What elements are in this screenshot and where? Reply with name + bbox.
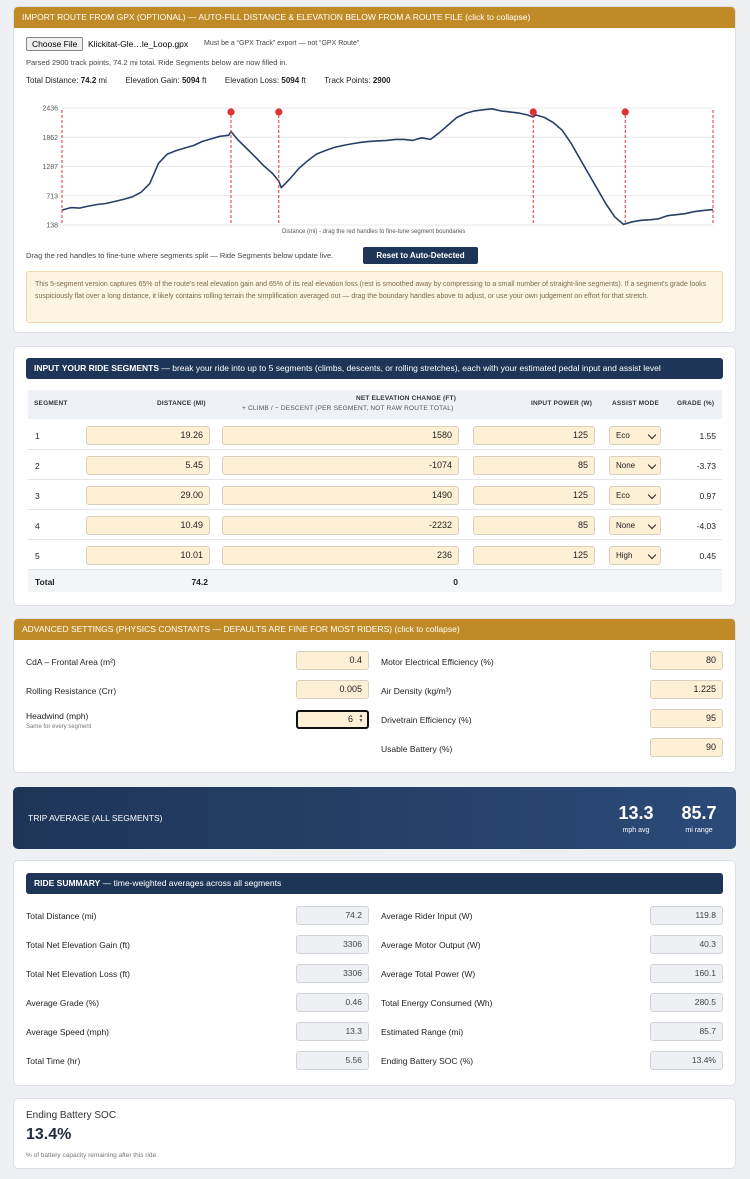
row-divider	[28, 449, 722, 450]
gpx-import-card	[13, 6, 736, 333]
ending-soc-value: 13.4%	[26, 1126, 72, 1143]
trip-speed-value: 13.3	[618, 803, 654, 823]
segment-distance-input[interactable]: 10.01	[86, 546, 210, 565]
segment-assist-select[interactable]	[609, 486, 661, 505]
elevation-loss-value: 5094	[281, 76, 300, 85]
summary-label: Total Distance (mi)	[26, 911, 97, 921]
row-divider	[28, 479, 722, 480]
segment-number: 5	[35, 551, 40, 561]
segment-distance-input[interactable]: 19.26	[86, 426, 210, 445]
assist-select-value: None	[616, 461, 636, 470]
elevation-profile-chart[interactable]	[14, 95, 736, 240]
y-tick-label: 713	[46, 193, 58, 201]
summary-value: 13.4%	[650, 1051, 723, 1070]
summary-value: 280.5	[650, 993, 723, 1012]
y-tick-label: 1862	[42, 134, 58, 142]
summary-label: Total Time (hr)	[26, 1056, 81, 1066]
ride-summary-card	[13, 860, 736, 1086]
chevron-down-icon	[648, 491, 656, 499]
summary-label: Average Grade (%)	[26, 998, 100, 1008]
segment-elevation-input[interactable]: 236	[222, 546, 459, 565]
y-tick-label: 2436	[42, 105, 58, 113]
col-distance: DISTANCE (MI)	[157, 400, 206, 407]
summary-value: 40.3	[650, 935, 723, 954]
segment-number: 4	[35, 521, 40, 531]
segment-grade: 0.45	[699, 551, 716, 561]
assist-select-value: Eco	[616, 491, 630, 500]
col-elevation-sub: + CLIMB / − DESCENT (PER SEGMENT, NOT RAW ROUTE TOTAL)	[242, 405, 454, 412]
gpx-info-notice: This 5-segment version captures 65% of the route's real elevation gain and 65% of its real elevation loss (rest is smoothed away by compressing to a small number of straight-line segments). If a segment's grade looks suspiciously flat over a long distance, it likely contains rolling terrain the simplification averaged out — drag the boundary handles above to adjust, or use your own judgement on effort for that stretch.	[26, 271, 723, 323]
summary-label: Average Speed (mph)	[26, 1027, 110, 1037]
trip-average-banner	[13, 787, 736, 849]
gpx-parse-status: Parsed 2900 track points, 74.2 mi total. Ride Segments below are now filled in.	[26, 58, 288, 67]
segment-power-input[interactable]: 125	[473, 546, 595, 565]
segment-power-input[interactable]: 85	[473, 456, 595, 475]
chart-x-axis-caption: Distance (mi) - drag the red handles to fine-tune segment boundaries	[282, 229, 466, 235]
segment-power-input[interactable]: 125	[473, 486, 595, 505]
ride-segments-card	[13, 346, 736, 606]
y-tick-label: 1287	[42, 164, 58, 171]
assist-select-value: None	[616, 521, 636, 530]
segment-number: 1	[35, 431, 40, 441]
summary-value: 5.56	[296, 1051, 369, 1070]
row-divider	[28, 509, 722, 510]
summary-label: Total Energy Consumed (Wh)	[381, 998, 493, 1008]
summary-value: 85.7	[650, 1022, 723, 1041]
segment-elevation-input[interactable]: 1580	[222, 426, 459, 445]
boundary-drag-handle[interactable]	[227, 108, 234, 115]
ride-segments-subtitle: — break your ride into up to 5 segments (climbs, descents, or rolling stretches), each with your estimated pedal input and assist level	[159, 363, 661, 373]
total-distance-unit: mi	[98, 76, 107, 85]
chevron-down-icon	[648, 551, 656, 559]
col-input-power: INPUT POWER (W)	[531, 400, 593, 407]
trip-average-label: TRIP AVERAGE (ALL SEGMENTS)	[28, 813, 163, 823]
assist-select-value: Eco	[616, 431, 630, 440]
track-points-label: Track Points:	[324, 76, 371, 85]
air-density-label: Air Density (kg/m³)	[381, 686, 452, 696]
segment-number: 2	[35, 461, 40, 471]
motor-efficiency-input[interactable]: 80	[650, 651, 723, 670]
total-distance-value: 74.2	[80, 76, 97, 85]
segment-elevation-input[interactable]: -2232	[222, 516, 459, 535]
summary-label: Average Rider Input (W)	[381, 911, 473, 921]
col-elevation: NET ELEVATION CHANGE (FT)	[356, 395, 457, 402]
ride-summary-subtitle: — time-weighted averages across all segments	[100, 878, 282, 888]
segment-grade: 0.97	[699, 491, 716, 501]
elevation-gain-value: 5094	[181, 76, 200, 85]
boundary-drag-handle[interactable]	[530, 108, 537, 115]
trip-range-value: 85.7	[681, 803, 717, 823]
summary-value: 160.1	[650, 964, 723, 983]
summary-label: Total Net Elevation Gain (ft)	[26, 940, 130, 950]
total-distance: 74.2	[191, 577, 208, 587]
summary-value: 13.3	[296, 1022, 369, 1041]
ride-summary-header	[26, 873, 723, 894]
elevation-gain-unit: ft	[201, 76, 207, 85]
spinner-icon[interactable]: ▲ ▼	[358, 713, 364, 724]
ride-summary-title: RIDE SUMMARY	[34, 878, 101, 888]
boundary-drag-handle[interactable]	[275, 108, 282, 115]
segment-elevation-input[interactable]: -1074	[222, 456, 459, 475]
reset-auto-detected-button[interactable]: Reset to Auto-Detected	[363, 247, 478, 264]
chevron-down-icon	[648, 431, 656, 439]
elevation-gain-label: Elevation Gain:	[125, 76, 180, 85]
summary-label: Total Net Elevation Loss (ft)	[26, 969, 130, 979]
segment-power-input[interactable]: 85	[473, 516, 595, 535]
segment-number: 3	[35, 491, 40, 501]
chevron-down-icon	[648, 521, 656, 529]
summary-value: 3306	[296, 964, 369, 983]
drag-handles-note: Drag the red handles to fine-tune where segments split — Ride Segments below update live.	[26, 251, 334, 260]
col-grade: GRADE (%)	[677, 400, 715, 407]
segment-distance-input[interactable]: 5.45	[86, 456, 210, 475]
segment-grade: -4.03	[696, 521, 716, 531]
segment-assist-select[interactable]	[609, 546, 661, 565]
motor-efficiency-label: Motor Electrical Efficiency (%)	[381, 657, 494, 667]
summary-value: 3306	[296, 935, 369, 954]
segment-grade: 1.55	[699, 431, 716, 441]
crr-label: Rolling Resistance (Crr)	[26, 686, 117, 696]
cda-label: CdA – Frontal Area (m²)	[26, 657, 116, 667]
segment-power-input[interactable]: 125	[473, 426, 595, 445]
drivetrain-efficiency-input[interactable]: 95	[650, 709, 723, 728]
summary-value: 74.2	[296, 906, 369, 925]
ending-soc-label: Ending Battery SOC	[26, 1110, 117, 1121]
total-label: Total	[35, 577, 55, 587]
choose-file-button[interactable]: Choose File	[26, 37, 83, 51]
crr-input[interactable]: 0.005	[296, 680, 369, 699]
summary-value: 0.46	[296, 993, 369, 1012]
drivetrain-efficiency-label: Drivetrain Efficiency (%)	[381, 715, 472, 725]
segment-distance-input[interactable]: 10.49	[86, 516, 210, 535]
ending-soc-card	[13, 1098, 736, 1169]
gpx-import-header[interactable]: IMPORT ROUTE FROM GPX (OPTIONAL) — AUTO-FILL DISTANCE & ELEVATION BELOW FROM A ROUTE FILE (click to collapse)	[14, 7, 735, 28]
segment-distance-input[interactable]: 29.00	[86, 486, 210, 505]
gpx-stats	[26, 76, 391, 85]
col-segment: SEGMENT	[34, 400, 68, 407]
elevation-loss-unit: ft	[301, 76, 306, 85]
trip-speed-unit: mph avg	[622, 827, 650, 834]
assist-select-value: High	[616, 551, 633, 560]
advanced-settings-header[interactable]: ADVANCED SETTINGS (PHYSICS CONSTANTS — DEFAULTS ARE FINE FOR MOST RIDERS) (click to collapse)	[14, 619, 735, 640]
col-assist-mode: ASSIST MODE	[612, 400, 659, 407]
ride-segments-header	[26, 358, 723, 379]
segment-assist-select[interactable]	[609, 516, 661, 535]
total-elevation: 0	[453, 577, 458, 587]
air-density-input[interactable]: 1.225	[650, 680, 723, 699]
trip-range-unit: mi range	[685, 827, 713, 834]
segments-total-row	[28, 570, 722, 592]
track-points-value: 2900	[372, 76, 391, 85]
elevation-loss-label: Elevation Loss:	[224, 76, 280, 85]
segment-elevation-input[interactable]: 1490	[222, 486, 459, 505]
summary-label: Estimated Range (mi)	[381, 1027, 464, 1037]
headwind-label: Headwind (mph)	[26, 711, 89, 721]
ride-segments-title: INPUT YOUR RIDE SEGMENTS	[34, 363, 159, 373]
chevron-down-icon	[648, 461, 656, 469]
summary-label: Ending Battery SOC (%)	[381, 1056, 474, 1066]
summary-label: Average Total Power (W)	[381, 969, 476, 979]
advanced-settings-card	[13, 618, 736, 773]
gpx-file-name: Klickitat-Gle…le_Loop.gpx	[88, 39, 189, 49]
headwind-value: 6	[347, 714, 353, 724]
usable-battery-input[interactable]: 90	[650, 738, 723, 757]
segment-assist-select[interactable]	[609, 426, 661, 445]
headwind-sublabel: Same for every segment	[26, 724, 92, 730]
total-distance-label: Total Distance:	[26, 76, 79, 85]
segment-assist-select[interactable]	[609, 456, 661, 475]
usable-battery-label: Usable Battery (%)	[381, 744, 453, 754]
boundary-drag-handle[interactable]	[622, 108, 629, 115]
summary-label: Average Motor Output (W)	[381, 940, 481, 950]
y-tick-label: 138	[46, 222, 58, 230]
ending-soc-caption: % of battery capacity remaining after this ride.	[26, 1152, 158, 1159]
cda-input[interactable]: 0.4	[296, 651, 369, 670]
gpx-format-hint: Must be a “GPX Track” export — not “GPX Route”	[204, 40, 360, 47]
row-divider	[28, 539, 722, 540]
summary-value: 119.8	[650, 906, 723, 925]
segment-grade: -3.73	[696, 461, 716, 471]
